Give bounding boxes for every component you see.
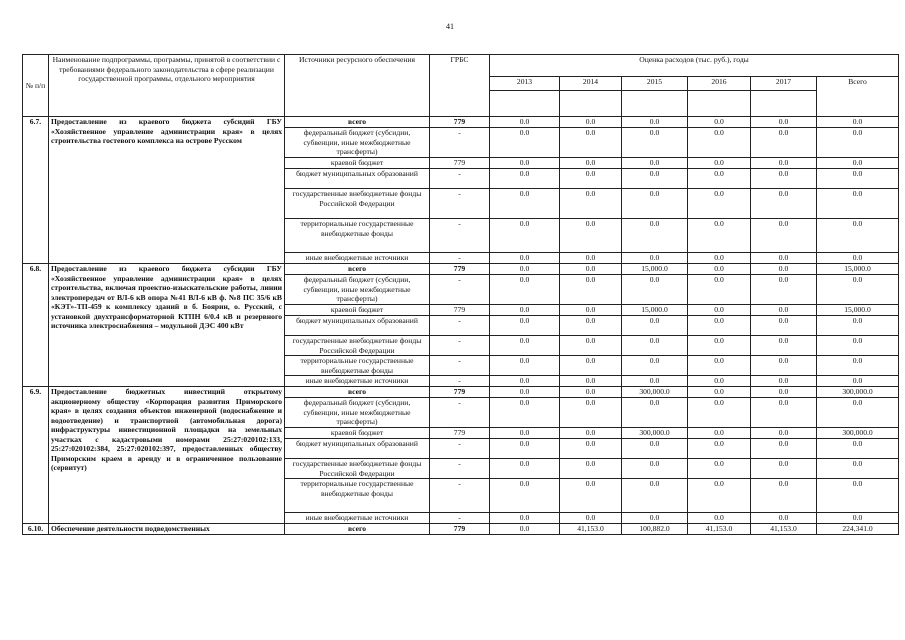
year-value: 41,153.0 [688, 524, 751, 535]
year-value: 0.0 [490, 398, 560, 428]
year-value: 0.0 [751, 316, 817, 336]
grbs-code: - [430, 316, 490, 336]
year-value: 0.0 [622, 459, 688, 479]
year-value: 0.0 [490, 305, 560, 316]
total-value: 0.0 [817, 336, 899, 356]
header-year-blank [560, 91, 622, 117]
year-value: 0.0 [751, 275, 817, 305]
year-value: 0.0 [751, 439, 817, 459]
total-value: 0.0 [817, 128, 899, 158]
funding-source: бюджет муниципальных образований [285, 439, 430, 459]
year-value: 0.0 [751, 117, 817, 128]
year-value: 0.0 [688, 128, 751, 158]
year-value: 0.0 [688, 376, 751, 387]
total-value: 0.0 [817, 439, 899, 459]
year-value: 0.0 [560, 459, 622, 479]
grbs-code: - [430, 128, 490, 158]
year-value: 0.0 [560, 336, 622, 356]
year-value: 0.0 [622, 439, 688, 459]
year-value: 0.0 [751, 479, 817, 513]
year-value: 0.0 [490, 128, 560, 158]
year-value: 0.0 [622, 336, 688, 356]
funding-source: территориальные государственные внебюджетные фонды [285, 479, 430, 513]
year-value: 0.0 [490, 219, 560, 253]
grbs-code: 779 [430, 305, 490, 316]
year-value: 0.0 [622, 117, 688, 128]
year-value: 0.0 [622, 169, 688, 189]
year-value: 0.0 [560, 356, 622, 376]
grbs-code: - [430, 253, 490, 264]
year-value: 0.0 [688, 428, 751, 439]
year-value: 0.0 [490, 387, 560, 398]
year-value: 0.0 [751, 513, 817, 524]
year-value: 0.0 [560, 117, 622, 128]
year-value: 0.0 [560, 275, 622, 305]
total-value: 0.0 [817, 376, 899, 387]
year-value: 0.0 [560, 219, 622, 253]
year-value: 0.0 [751, 387, 817, 398]
funding-source: государственные внебюджетные фонды Российской Федерации [285, 459, 430, 479]
funding-source: иные внебюджетные источники [285, 513, 430, 524]
header-year-blank [688, 91, 751, 117]
year-value: 0.0 [751, 305, 817, 316]
item-number: 6.9. [23, 387, 49, 524]
year-value: 0.0 [560, 398, 622, 428]
funding-source: иные внебюджетные источники [285, 376, 430, 387]
year-value: 0.0 [688, 513, 751, 524]
total-value: 300,000.0 [817, 428, 899, 439]
year-value: 0.0 [751, 253, 817, 264]
funding-source: государственные внебюджетные фонды Российской Федерации [285, 189, 430, 219]
year-value: 0.0 [622, 275, 688, 305]
item-name: Предоставление из краевого бюджета субсидии ГБУ «Хозяйственное управление администрации края» в целях строительства, включая проектно-изыскательские работы, линии электропередач от ВЛ-6 кВ опора №41 ВЛ-6 кВ ф. №8 ПС 35/6 кВ «КЭТ»-ТП-459 к комплексу зданий в б. Боярин, о. Русский, с установкой двухтрансформаторной КТПН 6/0.4 кВ и резервного источника электроснабжения – модульной ДЭС 400 кВт [49, 264, 285, 387]
year-value: 0.0 [688, 316, 751, 336]
total-value: 0.0 [817, 158, 899, 169]
total-value: 0.0 [817, 189, 899, 219]
funding-source: бюджет муниципальных образований [285, 169, 430, 189]
table-row [23, 387, 899, 398]
year-value: 300,000.0 [622, 387, 688, 398]
header-year-blank [751, 91, 817, 117]
funding-source: всего [285, 387, 430, 398]
page-number: 41 [446, 22, 454, 31]
year-value: 0.0 [688, 253, 751, 264]
total-value: 0.0 [817, 398, 899, 428]
year-value: 0.0 [688, 305, 751, 316]
item-name: Предоставление бюджетных инвестиций открытому акционерному обществу «Корпорация развития Приморского края» в целях создания объектов инженерной (водоснабжение и водоотведение) и транспортной (автомобильная дорога) инфраструктуры инвестиционной площадки на земельных участках с кадастровыми номерами 25:27:020102:133, 25:27:020102:384, 25:27:020102:397, предоставленных обществу Приморским краем в аренду и в ограниченное пользование (сервитут) [49, 387, 285, 524]
item-name: Обеспечение деятельности подведомственных [49, 524, 285, 535]
year-value: 0.0 [560, 513, 622, 524]
year-value: 0.0 [688, 158, 751, 169]
year-value: 0.0 [688, 219, 751, 253]
year-value: 0.0 [490, 117, 560, 128]
grbs-code: - [430, 336, 490, 356]
funding-source: территориальные государственные внебюджетные фонды [285, 356, 430, 376]
funding-source: всего [285, 117, 430, 128]
funding-source: федеральный бюджет (субсидии, субвенции, иные межбюджетные трансферты) [285, 128, 430, 158]
funding-source: краевой бюджет [285, 305, 430, 316]
year-value: 0.0 [751, 219, 817, 253]
year-value: 0.0 [622, 189, 688, 219]
year-value: 0.0 [688, 117, 751, 128]
grbs-code: - [430, 189, 490, 219]
grbs-code: 779 [430, 264, 490, 275]
item-number: 6.7. [23, 117, 49, 264]
year-value: 0.0 [490, 264, 560, 275]
grbs-code: 779 [430, 158, 490, 169]
year-value: 41,153.0 [560, 524, 622, 535]
grbs-code: 779 [430, 387, 490, 398]
year-value: 0.0 [560, 158, 622, 169]
header-year-blank [622, 91, 688, 117]
grbs-code: - [430, 169, 490, 189]
year-value: 0.0 [560, 376, 622, 387]
total-value: 0.0 [817, 459, 899, 479]
year-value: 0.0 [560, 428, 622, 439]
grbs-code: 779 [430, 117, 490, 128]
grbs-code: 779 [430, 524, 490, 535]
year-value: 0.0 [490, 158, 560, 169]
year-value: 0.0 [622, 513, 688, 524]
year-value: 0.0 [751, 189, 817, 219]
header-year: 2013 [490, 77, 560, 91]
year-value: 0.0 [490, 169, 560, 189]
year-value: 0.0 [751, 336, 817, 356]
item-number: 6.10. [23, 524, 49, 535]
year-value: 0.0 [751, 356, 817, 376]
year-value: 0.0 [560, 316, 622, 336]
total-value: 0.0 [817, 219, 899, 253]
total-value: 0.0 [817, 275, 899, 305]
grbs-code: - [430, 356, 490, 376]
year-value: 300,000.0 [622, 428, 688, 439]
year-value: 0.0 [751, 128, 817, 158]
year-value: 0.0 [751, 264, 817, 275]
year-value: 0.0 [622, 219, 688, 253]
total-value: 0.0 [817, 513, 899, 524]
funding-source: всего [285, 264, 430, 275]
year-value: 0.0 [622, 398, 688, 428]
header-year: 2017 [751, 77, 817, 91]
header-source: Источники ресурсного обеспечения [285, 55, 430, 117]
total-value: 0.0 [817, 169, 899, 189]
year-value: 0.0 [688, 439, 751, 459]
year-value: 0.0 [622, 376, 688, 387]
grbs-code: - [430, 219, 490, 253]
year-value: 0.0 [688, 479, 751, 513]
grbs-code: - [430, 479, 490, 513]
year-value: 0.0 [688, 264, 751, 275]
year-value: 0.0 [560, 479, 622, 513]
year-value: 0.0 [560, 253, 622, 264]
grbs-code: - [430, 513, 490, 524]
funding-source: территориальные государственные внебюджетные фонды [285, 219, 430, 253]
funding-source: краевой бюджет [285, 428, 430, 439]
funding-source: краевой бюджет [285, 158, 430, 169]
table-row [23, 264, 899, 275]
year-value: 0.0 [560, 387, 622, 398]
funding-source: иные внебюджетные источники [285, 253, 430, 264]
total-value: 0.0 [817, 479, 899, 513]
year-value: 0.0 [622, 356, 688, 376]
year-value: 0.0 [490, 253, 560, 264]
year-value: 0.0 [490, 439, 560, 459]
year-value: 0.0 [490, 524, 560, 535]
header-estimate: Оценка расходов (тыс. руб.), годы [490, 55, 899, 77]
header-year: 2015 [622, 77, 688, 91]
header-num: № п/п [23, 55, 49, 117]
total-value: 300,000.0 [817, 387, 899, 398]
year-value: 0.0 [560, 128, 622, 158]
year-value: 0.0 [688, 387, 751, 398]
total-value: 15,000.0 [817, 305, 899, 316]
year-value: 0.0 [622, 479, 688, 513]
year-value: 0.0 [490, 459, 560, 479]
item-number: 6.8. [23, 264, 49, 387]
item-name: Предоставление из краевого бюджета субсидий ГБУ «Хозяйственное управление администрации края» в целях строительства гостевого комплекса на острове Русском [49, 117, 285, 264]
year-value: 0.0 [751, 459, 817, 479]
header-year: 2016 [688, 77, 751, 91]
year-value: 15,000.0 [622, 264, 688, 275]
year-value: 0.0 [688, 169, 751, 189]
year-value: 0.0 [490, 316, 560, 336]
year-value: 0.0 [622, 253, 688, 264]
year-value: 0.0 [751, 398, 817, 428]
year-value: 0.0 [622, 158, 688, 169]
header-total: Всего [817, 77, 899, 117]
year-value: 0.0 [490, 356, 560, 376]
year-value: 0.0 [490, 275, 560, 305]
total-value: 0.0 [817, 356, 899, 376]
year-value: 0.0 [490, 513, 560, 524]
year-value: 41,153.0 [751, 524, 817, 535]
total-value: 0.0 [817, 253, 899, 264]
header-row [23, 55, 899, 77]
grbs-code: - [430, 459, 490, 479]
funding-source: федеральный бюджет (субсидии, субвенции, иные межбюджетные трансферты) [285, 398, 430, 428]
year-value: 15,000.0 [622, 305, 688, 316]
year-value: 0.0 [688, 398, 751, 428]
year-value: 0.0 [490, 376, 560, 387]
header-grbs: ГРБС [430, 55, 490, 117]
header-year: 2014 [560, 77, 622, 91]
year-value: 0.0 [490, 479, 560, 513]
grbs-code: - [430, 439, 490, 459]
year-value: 0.0 [688, 336, 751, 356]
year-value: 0.0 [490, 336, 560, 356]
total-value: 224,341.0 [817, 524, 899, 535]
header-name: Наименование подпрограммы, программы, принятой в соответствии с требованиями федерального законодательства в сфере реализации государственной программы, отдельного мероприятия [49, 55, 285, 117]
grbs-code: 779 [430, 428, 490, 439]
year-value: 0.0 [622, 128, 688, 158]
year-value: 0.0 [560, 189, 622, 219]
table-row [23, 524, 899, 535]
year-value: 0.0 [622, 316, 688, 336]
year-value: 0.0 [751, 428, 817, 439]
grbs-code: - [430, 275, 490, 305]
year-value: 0.0 [490, 428, 560, 439]
year-value: 0.0 [688, 459, 751, 479]
year-value: 0.0 [490, 189, 560, 219]
funding-source: бюджет муниципальных образований [285, 316, 430, 336]
funding-source: всего [285, 524, 430, 535]
year-value: 100,882.0 [622, 524, 688, 535]
year-value: 0.0 [751, 376, 817, 387]
year-value: 0.0 [560, 169, 622, 189]
year-value: 0.0 [688, 356, 751, 376]
grbs-code: - [430, 376, 490, 387]
header-year-blank [490, 91, 560, 117]
year-value: 0.0 [560, 305, 622, 316]
table-row [23, 117, 899, 128]
year-value: 0.0 [751, 169, 817, 189]
year-value: 0.0 [560, 439, 622, 459]
total-value: 0.0 [817, 316, 899, 336]
budget-table [22, 54, 899, 535]
total-value: 15,000.0 [817, 264, 899, 275]
year-value: 0.0 [688, 189, 751, 219]
year-value: 0.0 [688, 275, 751, 305]
year-value: 0.0 [560, 264, 622, 275]
grbs-code: - [430, 398, 490, 428]
total-value: 0.0 [817, 117, 899, 128]
year-value: 0.0 [751, 158, 817, 169]
funding-source: государственные внебюджетные фонды Российской Федерации [285, 336, 430, 356]
funding-source: федеральный бюджет (субсидии, субвенции, иные межбюджетные трансферты) [285, 275, 430, 305]
